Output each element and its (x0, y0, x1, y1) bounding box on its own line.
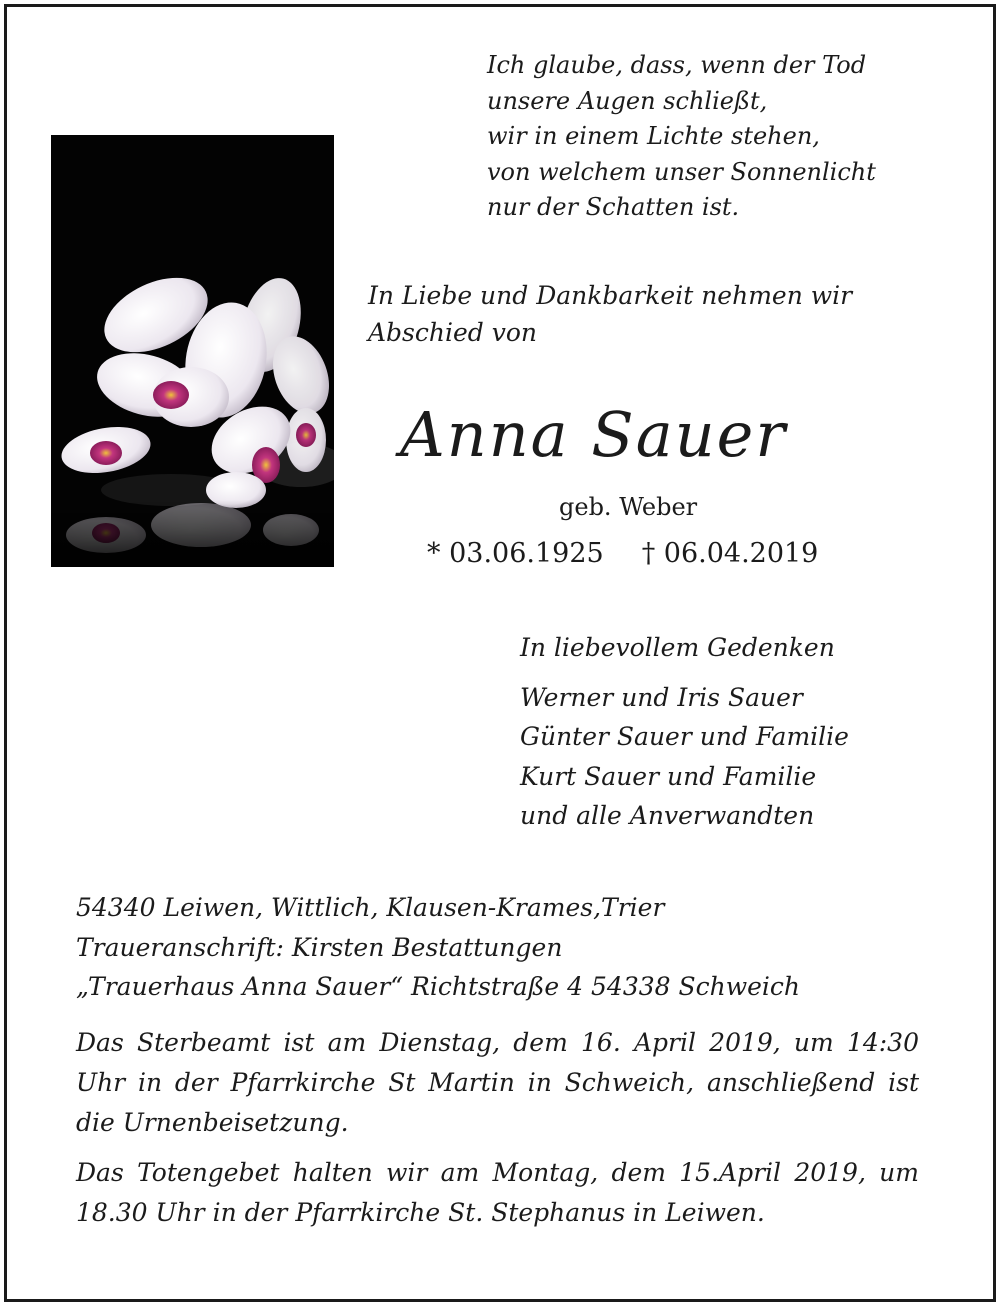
deceased-name: Anna Sauer (400, 398, 788, 471)
life-dates (427, 538, 818, 569)
poem-line: Ich glaube, dass, wenn der Tod (487, 51, 867, 79)
poem-line: unsere Augen schließt, (487, 86, 768, 115)
orchid-image (51, 135, 334, 567)
death-date: † 06.04.2019 (641, 538, 819, 569)
address-line: „Trauerhaus Anna Sauer“ Richtstraße 4 54338 Schweich (76, 972, 801, 1001)
mourner-line: Kurt Sauer und Familie (520, 761, 817, 791)
poem (487, 48, 876, 226)
poem-line: von welchem unser Sonnenlicht (487, 157, 876, 186)
intro (368, 277, 852, 351)
birth-date: * 03.06.1925 (427, 538, 604, 569)
address-line: 54340 Leiwen, Wittlich, Klausen-Krames,Trier (76, 893, 665, 922)
intro-line: In Liebe und Dankbarkeit nehmen wir (368, 281, 853, 310)
birth-name: geb. Weber (559, 493, 698, 521)
address-line: Traueranschrift: Kirsten Bestattungen (76, 932, 563, 962)
address-block (76, 888, 800, 1007)
mourner-line: Günter Sauer und Familie (520, 722, 849, 751)
orchid-photo (51, 135, 334, 567)
poem-line: nur der Schatten ist. (487, 193, 740, 221)
mourner-line: und alle Anverwandten (520, 801, 815, 830)
poem-line: wir in einem Lichte stehen, (487, 122, 820, 150)
mourners (520, 628, 849, 836)
funeral-mass-paragraph: Das Sterbeamt ist am Dienstag, dem 16. April 2019, um 14:30 Uhr in der Pfarrkirche St Martin in Schweich, anschließend ist die Urnenbeisetzung. (76, 1028, 919, 1137)
mourner-line: Werner und Iris Sauer (520, 682, 803, 712)
intro-line: Abschied von (368, 318, 538, 347)
mourners-heading: In liebevollem Gedenken (520, 633, 835, 662)
prayer-paragraph: Das Totengebet halten wir am Montag, dem 15.April 2019, um 18.30 Uhr in der Pfarrkirche St. Stephanus in Leiwen. (76, 1158, 919, 1227)
